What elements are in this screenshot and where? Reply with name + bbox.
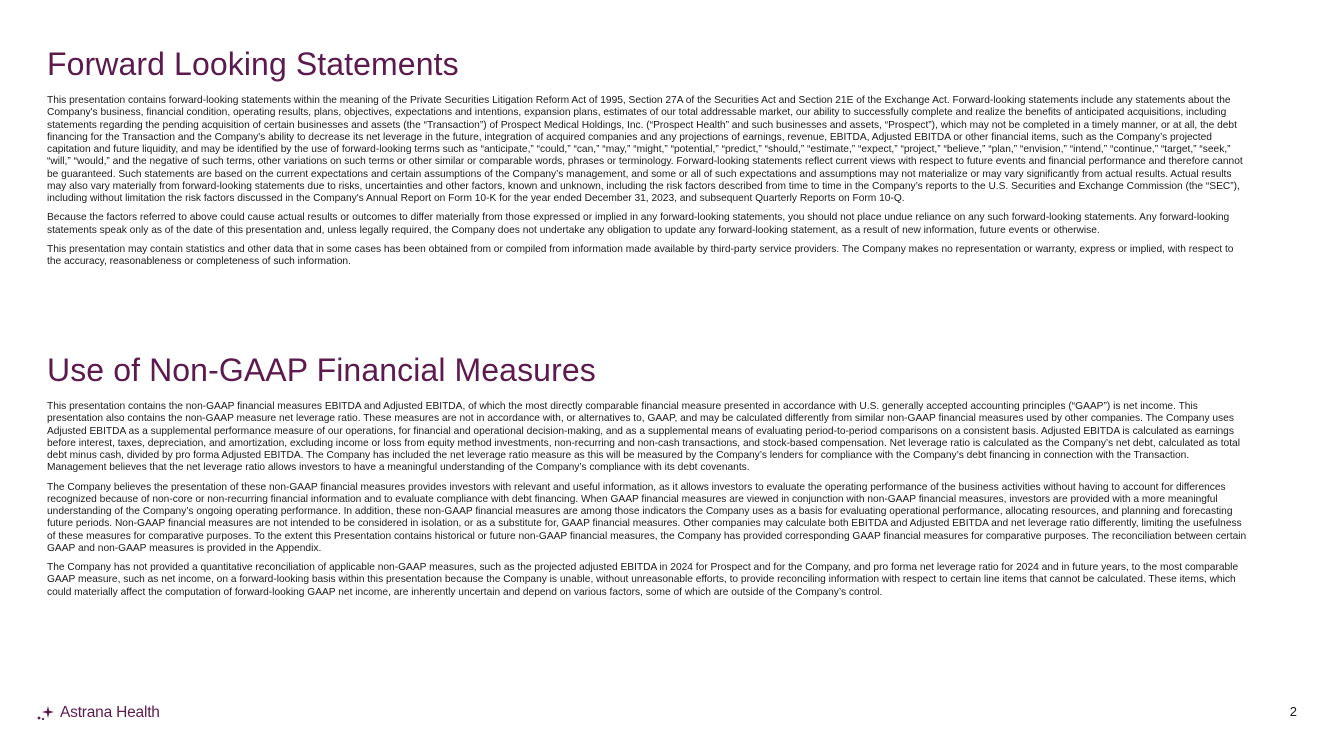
astrana-sparkle-icon [36,704,54,722]
forward-looking-section [47,46,1247,268]
forward-looking-paragraph-3: This presentation may contain statistics and other data that in some cases has been obtained from or compiled from information made available by third-party service providers. The Company makes no representation or warranty, express or implied, with respect to the accuracy, reasonableness or completeness of such information. [47,243,1234,267]
astrana-health-logo [36,703,160,723]
page-number: 2 [1289,704,1297,719]
non-gaap-section [47,352,1247,599]
non-gaap-paragraph-2: The Company believes the presentation of these non-GAAP financial measures provides investors with relevant and useful information, as it allows investors to evaluate the operating performance of the business activities without having to account for differences recognized because of non-core or non-recurring financial information and to evaluate compliance with debt financing. When GAAP financial measures are viewed in conjunction with non-GAAP financial measures, investors are provided with a more meaningful understanding of the Company’s ongoing operating performance. In addition, these non-GAAP financial measures are among those indicators the Company uses as a basis for evaluating operational performance, allocating resources, and planning and forecasting future periods. Non-GAAP financial measures are not intended to be considered in isolation, or as a substitute for, GAAP financial measures. Other companies may calculate both EBITDA and Adjusted EBITDA and net leverage ratio differently, limiting the usefulness of these measures for comparative purposes. To the extent this Presentation contains historical or future non-GAAP financial measures, the Company has provided corresponding GAAP financial measures for comparative purposes. The reconciliation between certain GAAP and non-GAAP measures is provided in the Appendix. [47,481,1247,554]
forward-looking-paragraph-2: Because the factors referred to above could cause actual results or outcomes to differ materially from those expressed or implied in any forward-looking statements, you should not place undue reliance on any such forward-looking statements. Any forward-looking statements speak only as of the date of this presentation and, unless legally required, the Company does not undertake any obligation to update any forward-looking statement, as a result of new information, future events or otherwise. [47,212,1230,236]
non-gaap-paragraph-3: The Company has not provided a quantitative reconciliation of applicable non-GAAP measures, such as the projected adjusted EBITDA in 2024 for Prospect and for the Company, and pro forma net leverage ratio for 2024 and in future years, to the most comparable GAAP measure, such as net income, on a forward-looking basis within this presentation because the Company is unable, without unreasonable efforts, to provide reconciling information with respect to certain line items that cannot be calculated. These items, which could materially affect the computation of forward-looking GAAP net income, are inherently uncertain and depend on various factors, some of which are outside of the Company’s control. [47,562,1239,598]
non-gaap-title: Use of Non-GAAP Financial Measures [47,352,596,388]
non-gaap-paragraph-1: This presentation contains the non-GAAP financial measures EBITDA and Adjusted EBITDA, of which the most directly comparable financial measure presented in accordance with U.S. generally accepted accounting principles (“GAAP”) is net income. This presentation also contains the non-GAAP measure net leverage ratio. These measures are not in accordance with, or alternatives to, GAAP, and may be calculated differently from similar non-GAAP financial measures used by other companies. The Company uses Adjusted EBITDA as a supplemental performance measure of our operations, for financial and operational decision-making, and as a supplemental means of evaluating period-to-period comparisons on a consistent basis. Adjusted EBITDA is calculated as earnings before interest, taxes, depreciation, and amortization, excluding income or loss from equity method investments, non-recurring and non-cash transactions, and stock-based compensation. Net leverage ratio is calculated as the Company’s net debt, calculated as total debt minus cash, divided by pro forma Adjusted EBITDA. The Company has included the net leverage ratio measure as this will be measured by the Company’s lenders for compliance with the Company’s debt financing in connection with the Transaction. Management believes that the net leverage ratio allows investors to have a meaningful understanding of the Company’s compliance with its debt covenants. [47,401,1240,474]
logo-text: Astrana Health [60,704,160,721]
forward-looking-paragraph-1: This presentation contains forward-looking statements within the meaning of the Private Securities Litigation Reform Act of 1995, Section 27A of the Securities Act and Section 21E of the Exchange Act. Forward-looking statements include any statements about the Company's business, financial condition, operating results, plans, objectives, expectations and intentions, expansion plans, estimates of our total addressable market, our ability to successfully complete and realize the benefits of anticipated acquisitions, including statements regarding the pending acquisition of certain businesses and assets (the “Transaction”) of Prospect Medical Holdings, Inc. (“Prospect Health” and such businesses and assets, “Prospect”), which may not be completed in a timely manner, or at all, the debt financing for the Transaction and the Company's ability to decrease its net leverage in the future, integration of acquired companies and any projections of earnings, revenue, EBITDA, Adjusted EBITDA or other financial items, such as the Company’s projected capitation and future liquidity, and may be identified by the use of forward-looking terms such as “anticipate,” “could,” “can,” “may,” “might,” “potential,” “predict,” “should,” “estimate,” “expect,” “project,” “believe,” “plan,” “envision,” “intend,” “continue,” “target,” “seek,” “will,” “would,” and the negative of such terms, other variations on such terms or other similar or comparable words, phrases or terminology. Forward-looking statements reflect current views with respect to future events and financial performance and therefore cannot be guaranteed. Such statements are based on the current expectations and certain assumptions of the Company’s management, and some or all of such expectations and assumptions may not materialize or may vary significantly from actual results. Actual results may also vary materially from forward-looking statements due to risks, uncertainties and other factors, known and unknown, including the risk factors described from time to time in the Company’s reports to the U.S. Securities and Exchange Commission (the “SEC”), including without limitation the risk factors discussed in the Company's Annual Report on Form 10-K for the year ended December 31, 2023, and subsequent Quarterly Reports on Form 10-Q. [47,95,1243,204]
forward-looking-title: Forward Looking Statements [47,46,459,82]
